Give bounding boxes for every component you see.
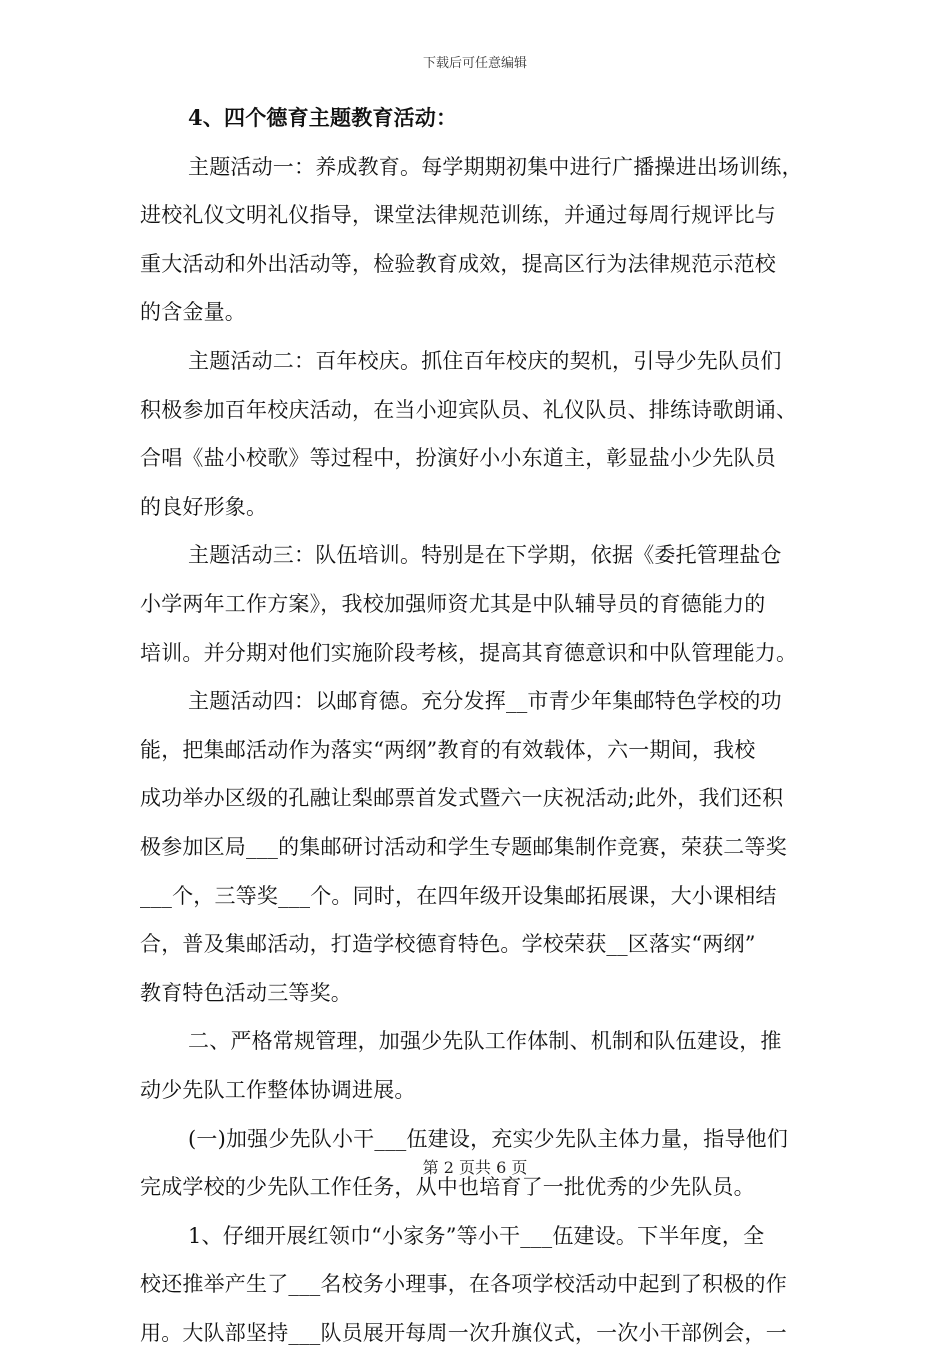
- paragraph-line: 合唱《盐小校歌》等过程中，扮演好小小东道主，彰显盐小少先队员: [140, 446, 776, 471]
- page-number-footer: 第 2 页共 6 页: [422, 1158, 528, 1177]
- paragraph-line: 成功举办区级的孔融让梨邮票首发式暨六一庆祝活动;此外，我们还积: [140, 786, 784, 811]
- paragraph-line: 用。大队部坚持___队员展开每周一次升旗仪式，一次小干部例会，一: [140, 1321, 787, 1345]
- paragraph-line: 重大活动和外出活动等，检验教育成效，提高区行为法律规范示范校: [140, 251, 776, 276]
- paragraph-line: ___个，三等奖___个。同时，在四年级开设集邮拓展课，大小课相结: [140, 883, 777, 908]
- paragraph-line: 动少先队工作整体协调进展。: [140, 1078, 416, 1102]
- paragraph-line: 完成学校的少先队工作任务，从中也培育了一批优秀的少先队员。: [140, 1175, 755, 1200]
- paragraph-line: 合，普及集邮活动，打造学校德育特色。学校荣获__区落实“两纲”: [140, 932, 756, 957]
- paragraph-line: 二、严格常规管理，加强少先队工作体制、机制和队伍建设，推: [188, 1029, 782, 1054]
- paragraph-line: 小学两年工作方案》，我校加强师资尤其是中队辅导员的育德能力的: [140, 592, 766, 616]
- paragraph-line: 校还推举产生了___名校务小理事，在各项学校活动中起到了积极的作: [140, 1272, 787, 1297]
- paragraph-line: 极参加区局___的集邮研讨活动和学生专题邮集制作竞赛，荣获二等奖: [140, 835, 787, 859]
- page-header-note: 下载后可任意编辑: [422, 56, 527, 71]
- paragraph-line: (一)加强少先队小干___伍建设，充实少先队主体力量，指导他们: [188, 1126, 789, 1151]
- paragraph-line: 1、仔细开展红领巾“小家务”等小干___伍建设。下半年度，全: [188, 1223, 765, 1248]
- paragraph-line: 培训。并分期对他们实施阶段考核，提高其育德意识和中队管理能力。: [140, 640, 798, 665]
- paragraph-line: 的良好形象。: [140, 494, 268, 519]
- paragraph-line: 能，把集邮活动作为落实“两纲”教育的有效载体，六一期间，我校: [140, 737, 756, 762]
- paragraph-line: 积极参加百年校庆活动，在当小迎宾队员、礼仪队员、排练诗歌朗诵、: [140, 397, 798, 422]
- paragraph-line: 主题活动三：队伍培训。特别是在下学期，依据《委托管理盐仓: [188, 543, 782, 568]
- paragraph-line: 的含金量。: [140, 300, 246, 325]
- paragraph-line: 教育特色活动三等奖。: [140, 980, 352, 1005]
- paragraph-line: 主题活动四：以邮育德。充分发挥__市青少年集邮特色学校的功: [188, 689, 782, 714]
- paragraph-line: 主题活动一：养成教育。每学期期初集中进行广播操进出场训练，: [188, 154, 803, 179]
- paragraph-line: 主题活动二：百年校庆。抓住百年校庆的契机，引导少先队员们: [188, 349, 782, 373]
- section-heading: 4、四个德育主题教育活动：: [188, 105, 458, 130]
- paragraph-line: 进校礼仪文明礼仪指导，课堂法律规范训练，并通过每周行规评比与: [140, 203, 776, 228]
